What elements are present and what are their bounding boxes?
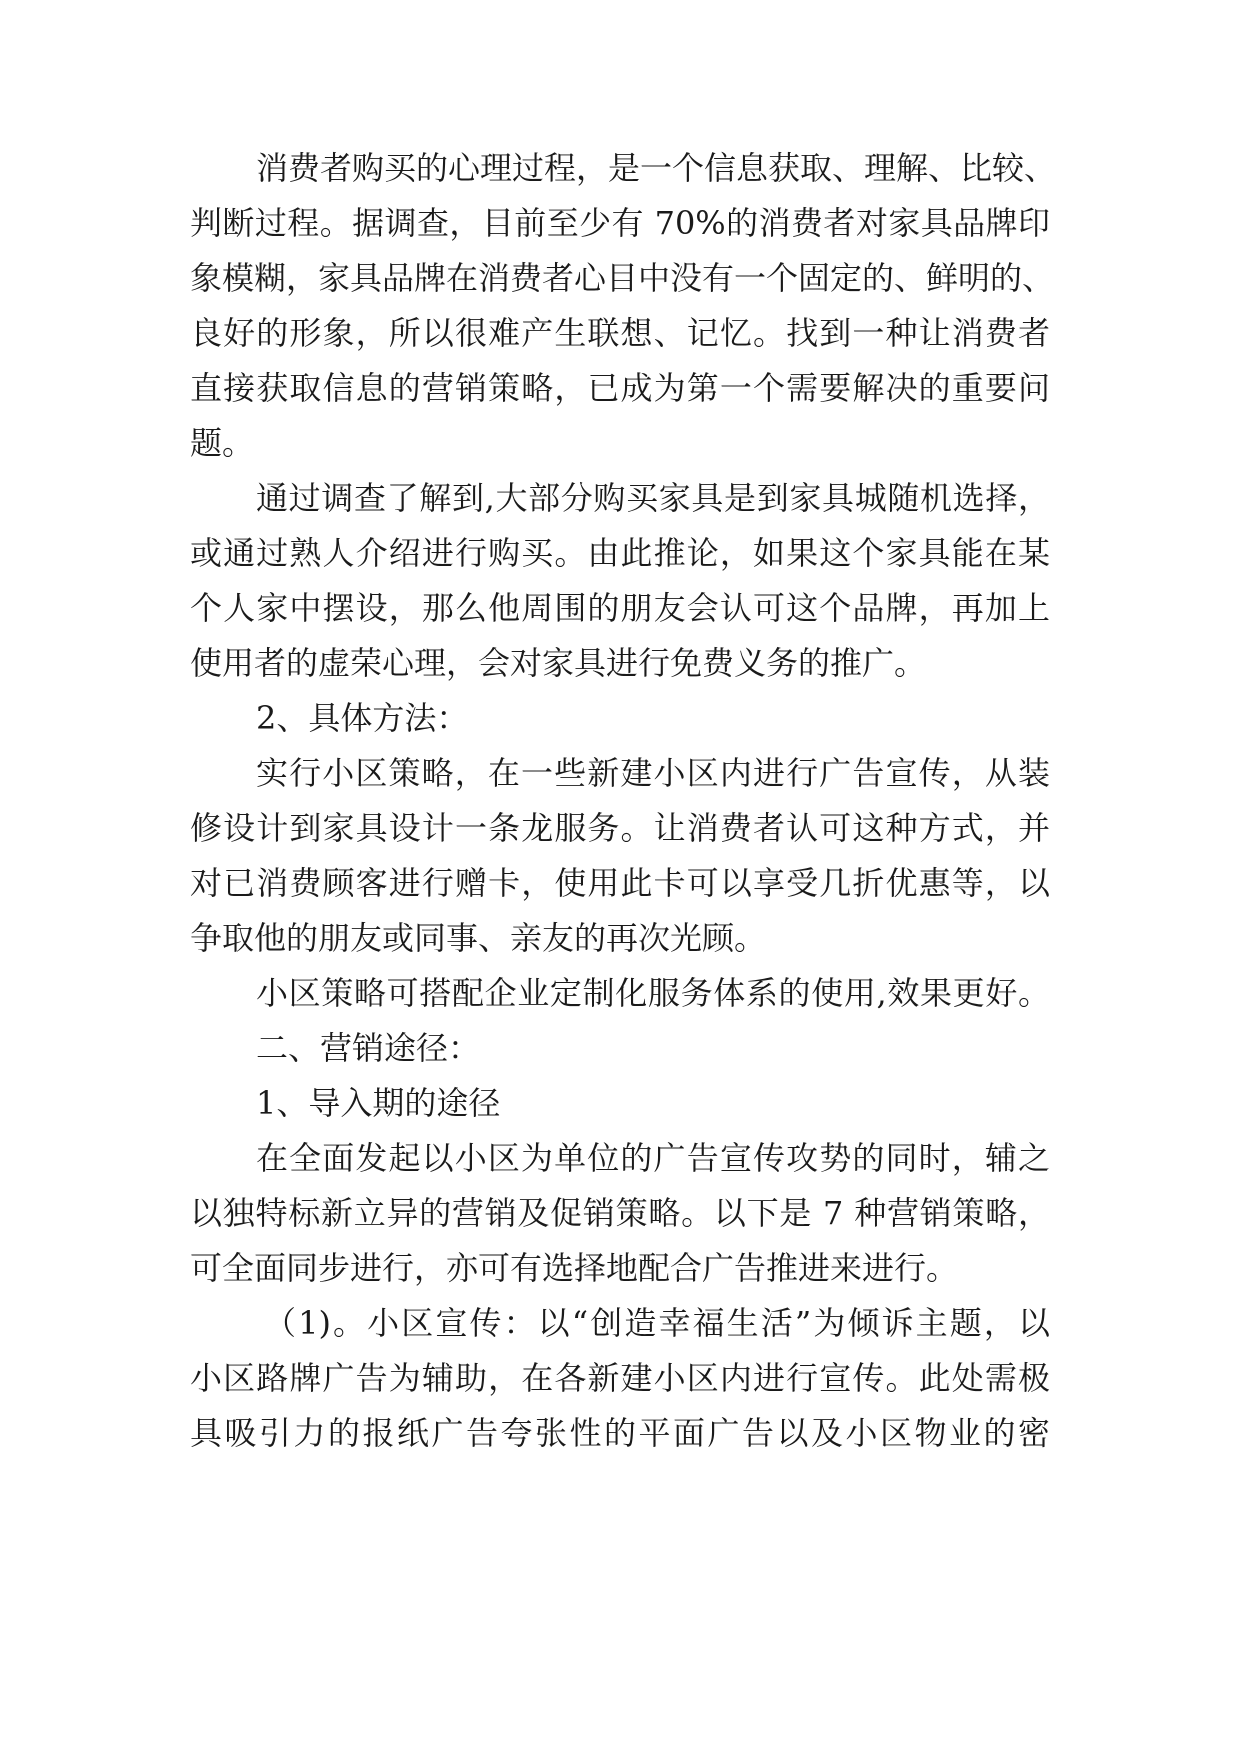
section-heading-channels: 二、营销途径： — [256, 1029, 481, 1067]
paragraph-1-line-6: 题。 — [190, 424, 255, 462]
paragraph-3-line-2: 修设计到家具设计一条龙服务。让消费者认可这种方式，并 — [190, 809, 1050, 847]
paragraph-4-line-1: 小区策略可搭配企业定制化服务体系的使用,效果更好。 — [256, 974, 1050, 1012]
paragraph-1-line-5: 直接获取信息的营销策略，已成为第一个需要解决的重要问 — [190, 369, 1050, 407]
paragraph-1-line-1: 消费者购买的心理过程，是一个信息获取、理解、比较、 — [256, 149, 1057, 187]
paragraph-3-line-4: 争取他的朋友或同事、亲友的再次光顾。 — [190, 919, 767, 957]
paragraph-5-line-3: 可全面同步进行，亦可有选择地配合广告推进来进行。 — [190, 1249, 959, 1287]
paragraph-2-line-2: 或通过熟人介绍进行购买。由此推论，如果这个家具能在某 — [190, 534, 1050, 572]
paragraph-1-line-3: 象模糊，家具品牌在消费者心目中没有一个固定的、鲜明的、 — [190, 259, 1055, 297]
paragraph-3-line-1: 实行小区策略，在一些新建小区内进行广告宣传，从装 — [256, 754, 1050, 792]
subsection-heading-intro-period: 1、导入期的途径 — [256, 1084, 501, 1122]
section-heading-methods: 2、具体方法： — [256, 699, 469, 737]
paragraph-2-line-4: 使用者的虚荣心理，会对家具进行免费义务的推广。 — [190, 644, 927, 682]
paragraph-1-line-2: 判断过程。据调查，目前至少有 70%的消费者对家具品牌印 — [190, 204, 1050, 242]
paragraph-6-line-1: （1)。小区宣传：以“创造幸福生活”为倾诉主题，以 — [264, 1304, 1050, 1342]
paragraph-5-line-1: 在全面发起以小区为单位的广告宣传攻势的同时，辅之 — [256, 1139, 1050, 1177]
paragraph-2-line-3: 个人家中摆设，那么他周围的朋友会认可这个品牌，再加上 — [190, 589, 1050, 627]
paragraph-5-line-2: 以独特标新立异的营销及促销策略。以下是 7 种营销策略， — [190, 1194, 1050, 1232]
paragraph-1-line-4: 良好的形象，所以很难产生联想、记忆。找到一种让消费者 — [190, 314, 1050, 352]
paragraph-6-line-3: 具吸引力的报纸广告夸张性的平面广告以及小区物业的密 — [190, 1414, 1050, 1452]
paragraph-3-line-3: 对已消费顾客进行赠卡，使用此卡可以享受几折优惠等，以 — [190, 864, 1050, 902]
paragraph-2-line-1: 通过调查了解到,大部分购买家具是到家具城随机选择， — [256, 479, 1050, 517]
paragraph-6-line-2: 小区路牌广告为辅助，在各新建小区内进行宣传。此处需极 — [190, 1359, 1050, 1397]
